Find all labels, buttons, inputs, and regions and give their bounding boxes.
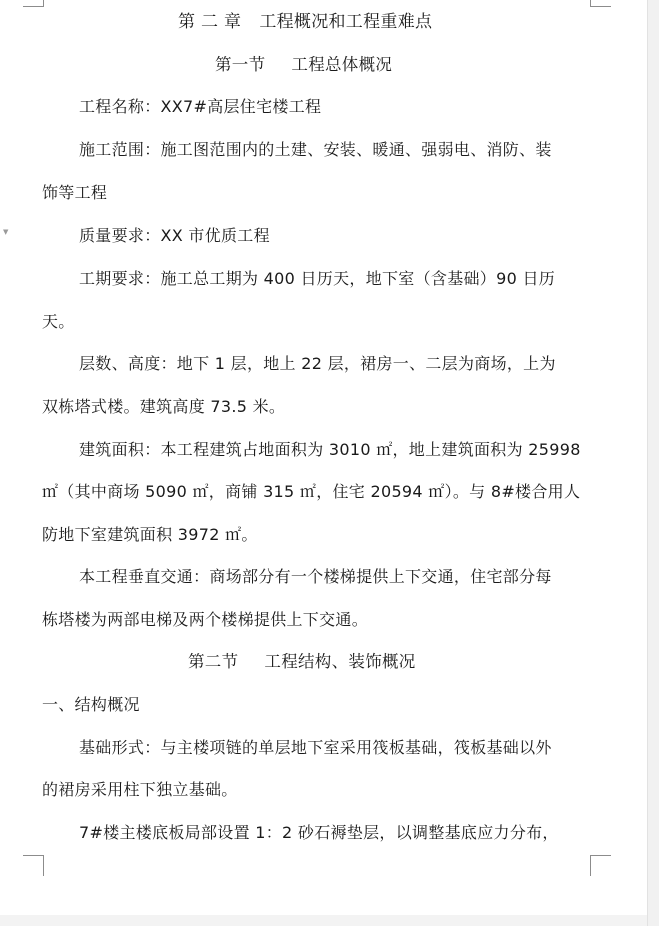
- text-line-cushion: 7#楼主楼底板局部设置 1：2 砂石褥垫层，以调整基底应力分布，: [79, 823, 559, 842]
- text-line-area: 建筑面积：本工程建筑占地面积为 3010 ㎡，地上建筑面积为 25998: [79, 440, 581, 459]
- section-1-number: 第一节: [215, 55, 266, 74]
- text-line-traffic: 本工程垂直交通：商场部分有一个楼梯提供上下交通，住宅部分每: [79, 567, 552, 586]
- section-heading-1: [215, 55, 392, 75]
- text-line-foundation-cont: 的裙房采用柱下独立基础。: [42, 780, 238, 799]
- section-heading-2: [188, 652, 416, 672]
- text-line-area-cont-2: 防地下室建筑面积 3972 ㎡。: [42, 525, 258, 544]
- chapter-name: 工程概况和工程重难点: [259, 12, 433, 32]
- page-bottom-gap: [0, 915, 647, 926]
- triangle-down-icon: ▼: [3, 228, 9, 236]
- vertical-scrollbar[interactable]: [647, 0, 659, 926]
- chapter-title: [178, 12, 432, 32]
- text-line-floors: 层数、高度：地下 1 层，地上 22 层，裙房一、二层为商场，上为: [79, 354, 556, 373]
- margin-corner-bottom-right: [590, 855, 611, 876]
- margin-corner-top-left: [23, 0, 44, 7]
- text-line-foundation: 基础形式：与主楼项链的单层地下室采用筏板基础，筏板基础以外: [79, 738, 552, 757]
- text-line-floors-cont: 双栋塔式楼。建筑高度 73.5 米。: [42, 397, 286, 416]
- text-line-quality: 质量要求：XX 市优质工程: [79, 226, 270, 245]
- chapter-number: 第 二 章: [178, 12, 242, 32]
- text-line-traffic-cont: 栋塔楼为两部电梯及两个楼梯提供上下交通。: [42, 610, 369, 629]
- margin-corner-top-right: [590, 0, 611, 7]
- section-2-name: 工程结构、装饰概况: [264, 652, 416, 671]
- text-line-scope-cont: 饰等工程: [42, 183, 108, 202]
- margin-corner-bottom-left: [23, 855, 44, 876]
- text-line-schedule-cont: 天。: [42, 312, 75, 331]
- subheading-structure: 一、结构概况: [42, 695, 140, 714]
- text-line-schedule: 工期要求：施工总工期为 400 日历天，地下室（含基础）90 日历: [79, 269, 556, 288]
- text-line-area-cont-1: ㎡（其中商场 5090 ㎡，商铺 315 ㎡，住宅 20594 ㎡）。与 8#楼合用人: [42, 482, 581, 501]
- text-line-project-name: 工程名称：XX7#高层住宅楼工程: [79, 97, 322, 116]
- section-2-number: 第二节: [188, 652, 239, 671]
- section-1-name: 工程总体概况: [291, 55, 393, 74]
- text-line-scope: 施工范围：施工图范围内的土建、安装、暖通、强弱电、消防、装: [79, 140, 552, 159]
